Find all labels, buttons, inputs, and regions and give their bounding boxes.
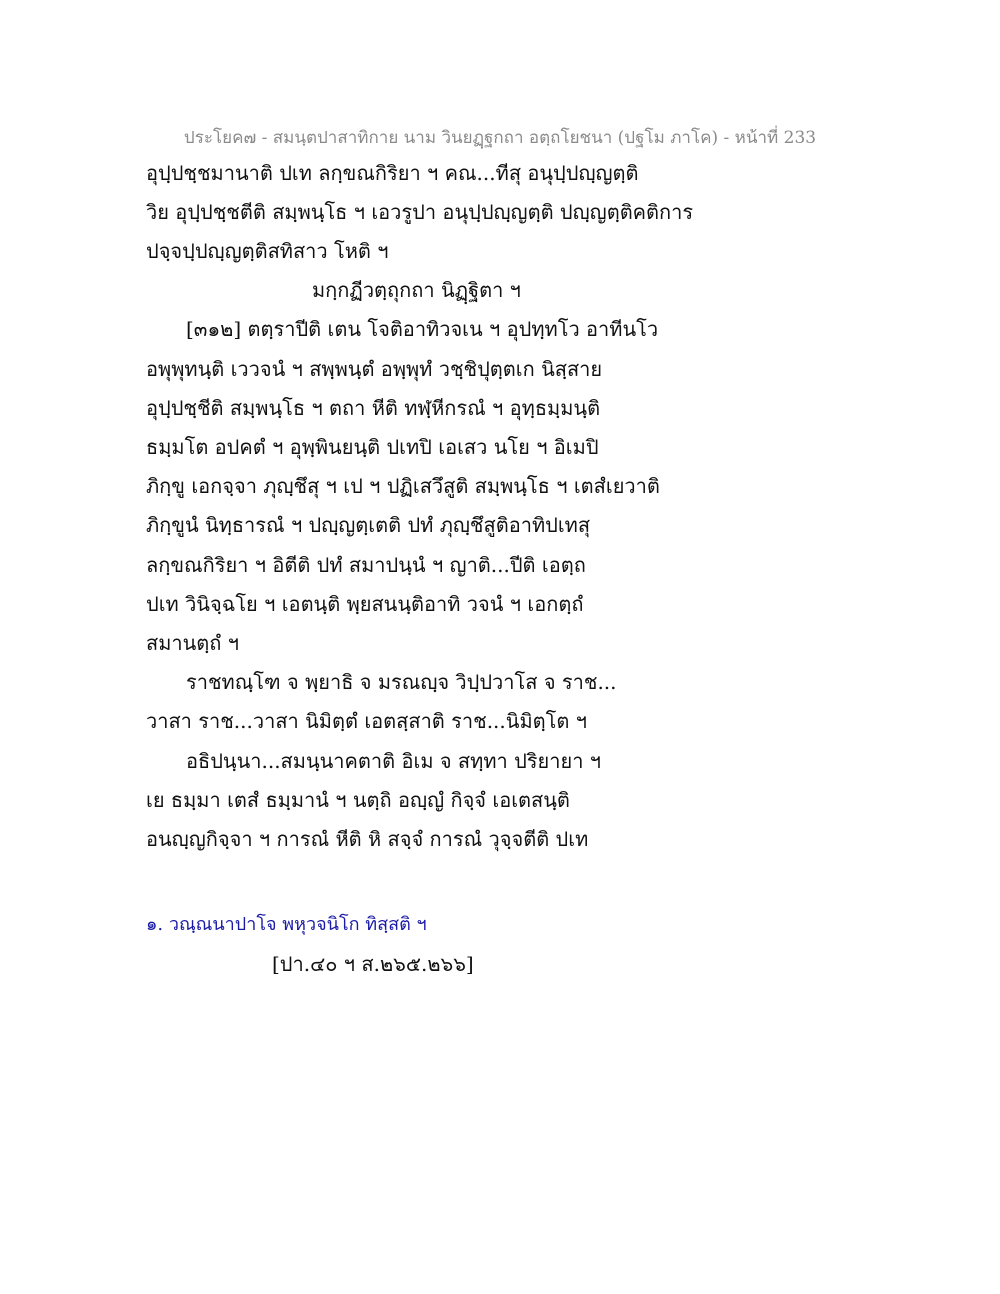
section-end-title: มกฺกฏีวตฺถุกถา นิฏฺฐิตา ฯ <box>312 278 521 302</box>
body-line-18: อนญฺญกิจฺจา ฯ การณํ หีติ หิ สจฺจํ การณํ วุจฺจตีติ ปเท <box>146 827 589 851</box>
body-line-5: [๓๑๒] ตตฺราปีติ เตน โจติอาทิวจเน ฯ อุปทฺทโว อาทีนโว <box>186 317 659 341</box>
body-line-10: ภิกฺขูนํ นิทฺธารณํ ฯ ปญฺญตฺเตติ ปทํ ภุญฺชึสูติอาทิปเทสุ <box>146 513 591 537</box>
page-reference: [ปา.๔๐ ฯ ส.๒๖๕.๒๖๖] <box>272 952 474 976</box>
body-line-3: ปจฺจปฺปญฺญตฺติสทิสาว โหติ ฯ <box>146 239 389 263</box>
body-line-6: อพุพุทนฺติ เววจนํ ฯ สพฺพนฺตํ อพฺพุทํ วชฺชิปุตฺตเก นิสฺสาย <box>146 357 603 381</box>
body-line-2: วิย อุปฺปชฺชตีติ สมฺพนฺโธ ฯ เอวรูปา อนุปฺปญฺญตฺติ ปญฺญตฺติคติการ <box>146 200 694 224</box>
body-line-16: อธิปนฺนา...สมนฺนาคตาติ อิเม จ สทฺทา ปริยายา ฯ <box>186 749 602 773</box>
body-line-1: อุปฺปชฺชมานาติ ปเท ลกฺขณกิริยา ฯ คณ...ทีสุ อนุปฺปญฺญตฺติ <box>146 161 639 185</box>
body-line-12: ปเท วินิจฺฉโย ฯ เอตนฺติ พฺยสนนฺติอาทิ วจนํ ฯ เอกตฺถํ <box>146 592 584 616</box>
body-line-14: ราชทณฺโฑ จ พฺยาธิ จ มรณญฺจ วิปฺปวาโส จ ราช... <box>186 670 617 694</box>
page-header: ประโยค๗ - สมนฺตปาสาทิกาย นาม วินยฏฺฐกถา อตฺถโยชนา (ปฐโม ภาโค) - หน้าที่ 233 <box>183 128 817 148</box>
body-line-13: สมานตฺถํ ฯ <box>146 631 239 655</box>
body-line-9: ภิกฺขู เอกจฺจา ภุญฺชึสุ ฯ เป ฯ ปฏิเสวึสูติ สมฺพนฺโธ ฯ เตสํเยวาติ <box>146 474 660 498</box>
body-line-15: วาสา ราช...วาสา นิมิตฺตํ เอตสฺสาติ ราช...นิมิตฺโต ฯ <box>146 709 587 733</box>
body-line-11: ลกฺขณกิริยา ฯ อิตีติ ปทํ สมาปนฺนํ ฯ ญาติ...ปีติ เอตฺถ <box>146 553 586 577</box>
body-line-17: เย ธมฺมา เตสํ ธมฺมานํ ฯ นตฺถิ อญฺญํ กิจฺจํ เอเตสนฺติ <box>146 788 570 812</box>
footnote: ๑. วณฺณนาปาโจ พหุวจนิโก ทิสฺสติ ฯ <box>146 914 427 935</box>
body-line-8: ธมฺมโต อปคตํ ฯ อุพฺพินยนฺติ ปเทปิ เอเสว นโย ฯ อิเมปิ <box>146 435 599 459</box>
body-line-7: อุปฺปชฺชีติ สมฺพนฺโธ ฯ ตถา หีติ ทฬฺหีกรณํ ฯ อุทฺธมฺมนฺติ <box>146 396 601 420</box>
